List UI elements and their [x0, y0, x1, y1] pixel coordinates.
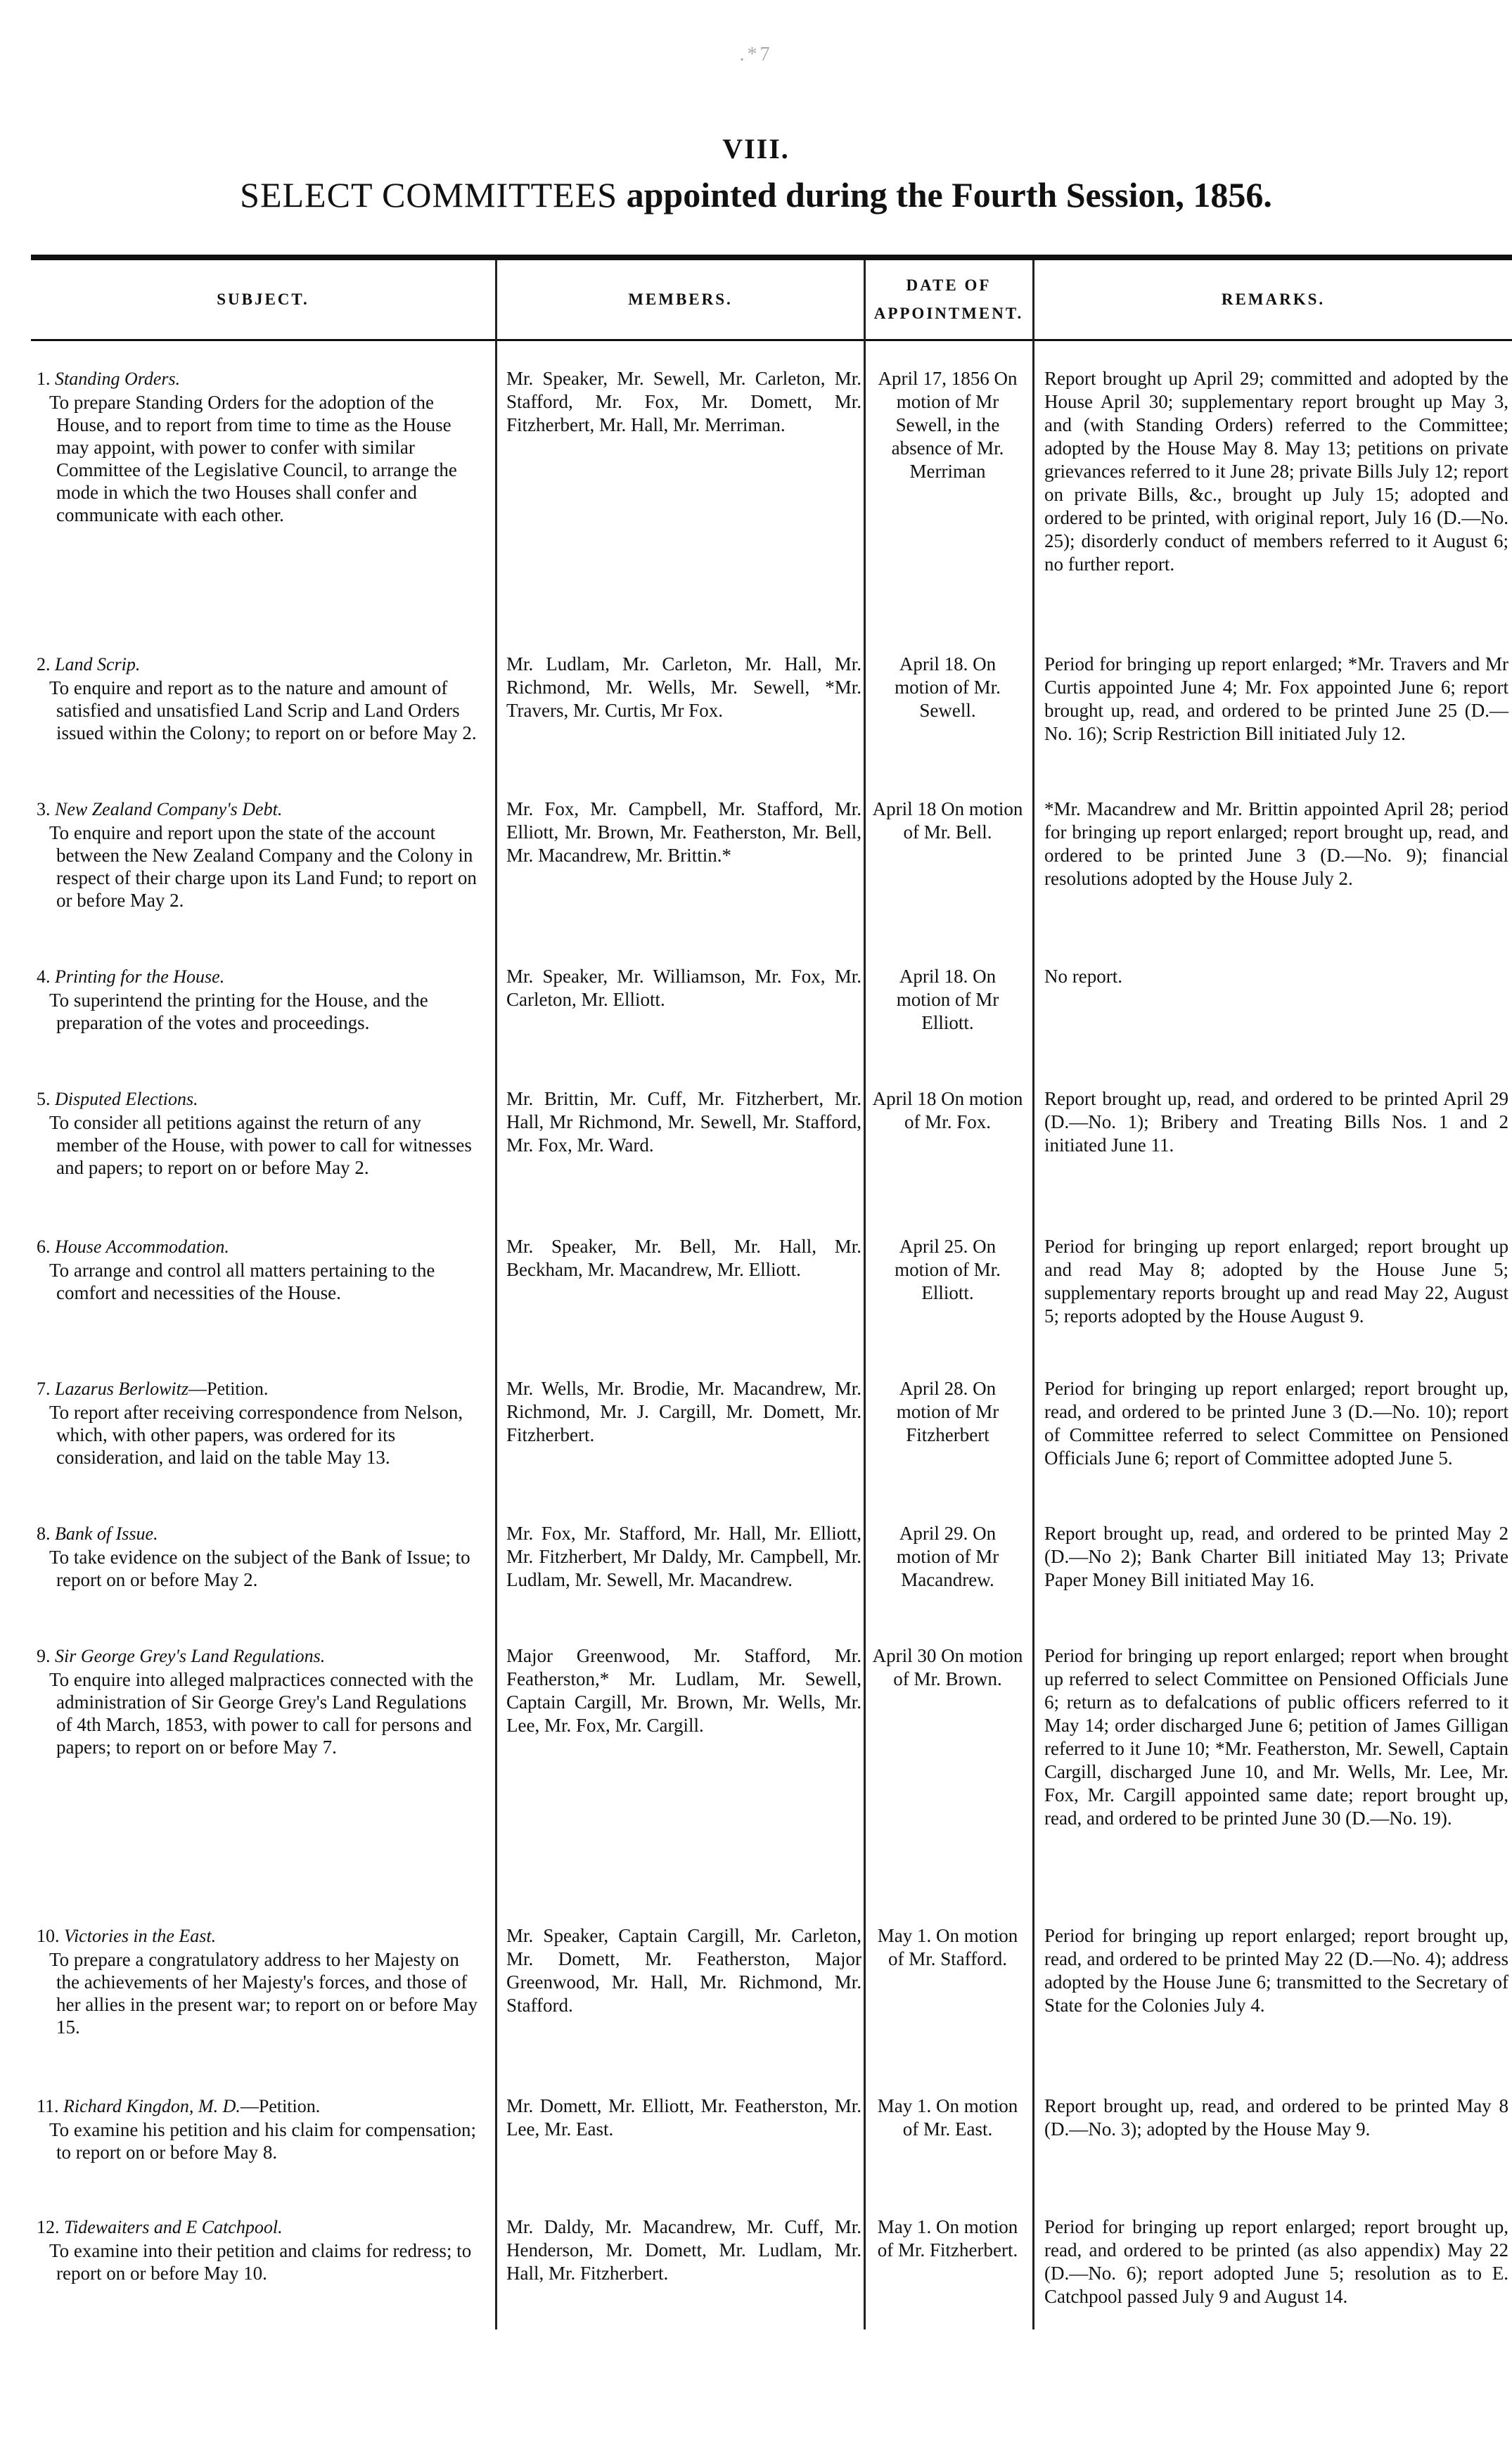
date-cell: May 1. On motion of Mr. Stafford.: [877, 1925, 1018, 1969]
table-header-rule: [31, 339, 1512, 341]
date-cell: May 1. On motion of Mr. Fitzherbert.: [877, 2216, 1018, 2261]
remarks-cell: *Mr. Macandrew and Mr. Brittin appointed April 28; period for bringing up report enlarged; report brought up, read, and ordered to be printed June 3 (D.—No. 9); financial resolutions adopted by the House July 2.: [1044, 798, 1508, 889]
subject-title: New Zealand Company's Debt.: [55, 799, 283, 819]
members-cell: Mr. Domett, Mr. Elliott, Mr. Featherston, Mr. Lee, Mr. East.: [506, 2095, 861, 2140]
subject-cell: [37, 1377, 483, 1469]
date-cell: April 28. On motion of Mr Fitzherbert: [896, 1378, 999, 1445]
column-divider: [864, 260, 866, 2329]
subject-heading: [37, 1522, 483, 1546]
page-title: [0, 174, 1512, 215]
subject-description: To take evidence on the subject of the Bank of Issue; to report on or before May 2.: [49, 1547, 470, 1590]
entry-number: 11.: [37, 2096, 59, 2116]
remarks-cell: Period for bringing up report enlarged; report brought up, read, and ordered to be printed (as also appendix) May 22 (D.—No. 6); report adopted June 5; resolution as to E. Catchpool passed July 9 and August 14.: [1044, 2216, 1508, 2307]
subject-cell: [37, 1522, 483, 1591]
subject-title: House Accommodation.: [55, 1236, 229, 1257]
members-cell: Mr. Brittin, Mr. Cuff, Mr. Fitzherbert, Mr. Hall, Mr Richmond, Mr. Sewell, Mr. Stafford, Mr. Fox, Mr. Ward.: [506, 1088, 861, 1156]
subject-cell: [37, 367, 483, 526]
column-header-members: MEMBERS.: [628, 290, 733, 308]
subject-title: Tidewaiters and E Catchpool.: [64, 2217, 283, 2237]
entry-number: 2.: [37, 654, 51, 675]
subject-title: Victories in the East.: [64, 1926, 217, 1946]
remarks-cell: Report brought up, read, and ordered to be printed May 8 (D.—No. 3); adopted by the House May 9.: [1044, 2095, 1508, 2140]
subject-description: To superintend the printing for the House, and the preparation of the votes and proceedings.: [49, 990, 428, 1033]
entry-number: 5.: [37, 1089, 51, 1109]
subject-description: To arrange and control all matters pertaining to the comfort and necessities of the House.: [49, 1260, 435, 1303]
column-divider: [495, 260, 497, 2329]
entry-number: 12.: [37, 2217, 60, 2237]
remarks-cell: Period for bringing up report enlarged; report brought up, read, and ordered to be printed June 3 (D.—No. 10); report of Committee referred to select Committee on Pensioned Officials June 6; report of Committee adopted June 5.: [1044, 1378, 1508, 1469]
remarks-cell: Period for bringing up report enlarged; report brought up, read, and ordered to be printed May 22 (D.—No. 4); address adopted by the House June 6; transmitted to the Secretary of State for the Colonies July 4.: [1044, 1925, 1508, 2016]
members-cell: Major Greenwood, Mr. Stafford, Mr. Featherston,* Mr. Ludlam, Mr. Sewell, Captain Cargill, Mr. Brown, Mr. Wells, Mr. Lee, Mr. Fox, Mr. Cargill.: [506, 1645, 861, 1736]
subject-cell: [37, 1924, 483, 2038]
subject-description: To examine his petition and his claim for compensation; to report on or before May 8.: [49, 2119, 476, 2163]
subject-heading: [37, 2216, 483, 2239]
remarks-cell: Report brought up, read, and ordered to be printed April 29 (D.—No. 1); Bribery and Treating Bills Nos. 1 and 2 initiated June 11.: [1044, 1088, 1508, 1156]
subject-cell: [37, 653, 483, 744]
subject-heading: [37, 1377, 483, 1401]
remarks-cell: Report brought up April 29; committed and adopted by the House April 30; supplementary report brought up May 3, and (with Standing Orders) referred to the Committee; adopted by the House May 8. May 13; petitions on private grievances referred to it June 28; private Bills July 12; report on private Bills, &c., brought up July 15; adopted and ordered to be printed, with original report, July 16 (D.—No. 25); disorderly conduct of members referred to it August 6; no further report.: [1044, 368, 1508, 575]
subject-cell: [37, 1235, 483, 1304]
subject-cell: [37, 1087, 483, 1179]
entry-number: 4.: [37, 966, 51, 987]
subject-title: Printing for the House.: [55, 966, 225, 987]
subject-description: To consider all petitions against the return of any member of the House, with power to call for witnesses and papers; to report on or before May 2.: [49, 1112, 472, 1178]
subject-cell: [37, 2095, 483, 2163]
column-header-subject: SUBJECT.: [217, 290, 309, 308]
subject-heading: [37, 798, 483, 822]
subject-cell: [37, 2216, 483, 2284]
entry-number: 9.: [37, 1646, 51, 1666]
date-cell: April 25. On motion of Mr. Elliott.: [895, 1236, 1001, 1303]
subject-title: Land Scrip.: [55, 654, 141, 675]
subject-heading: [37, 367, 483, 391]
subject-title: Disputed Elections.: [55, 1089, 198, 1109]
title-rest: appointed during the Fourth Session, 1856.: [626, 175, 1272, 215]
subject-description: To enquire into alleged malpractices connected with the administration of Sir George Grey's Land Regulations of 4th March, 1853, with power to call for persons and papers; to report on or before May 7.: [49, 1669, 474, 1758]
remarks-cell: Period for bringing up report enlarged; *Mr. Travers and Mr Curtis appointed June 4; Mr. Fox appointed June 6; report brought up, read, and ordered to be printed June 25 (D.—No. 16); Scrip Restriction Bill initiated July 12.: [1044, 653, 1508, 744]
column-header-date: DATE OF APPOINTMENT.: [873, 276, 1024, 322]
entry-number: 10.: [37, 1926, 60, 1946]
members-cell: Mr. Fox, Mr. Campbell, Mr. Stafford, Mr. Elliott, Mr. Brown, Mr. Featherston, Mr. Bell, Mr. Macandrew, Mr. Brittin.*: [506, 798, 861, 866]
entry-number: 7.: [37, 1379, 51, 1399]
date-cell: April 17, 1856 On motion of Mr Sewell, in the absence of Mr. Merriman: [878, 368, 1018, 482]
subject-title: Standing Orders.: [55, 369, 181, 389]
date-cell: May 1. On motion of Mr. East.: [877, 2095, 1018, 2140]
subject-heading: [37, 2095, 483, 2118]
date-cell: April 18 On motion of Mr. Bell.: [872, 798, 1023, 843]
table-top-rule: [31, 255, 1512, 260]
subject-cell: [37, 965, 483, 1034]
entry-number: 8.: [37, 1523, 51, 1544]
subject-title: Lazarus Berlowitz: [55, 1379, 188, 1399]
subject-description: To prepare a congratulatory address to her Majesty on the achievements of her Majesty's forces, and those of her allies in the present war; to report on or before May 15.: [49, 1949, 478, 2038]
subject-title: Richard Kingdon, M. D.: [63, 2096, 241, 2116]
section-number: VIII.: [722, 133, 790, 165]
subject-suffix: —Petition.: [188, 1379, 269, 1399]
members-cell: Mr. Speaker, Captain Cargill, Mr. Carleton, Mr. Domett, Mr. Featherston, Major Greenwood, Mr. Hall, Mr. Richmond, Mr. Stafford.: [506, 1925, 861, 2016]
remarks-cell: Report brought up, read, and ordered to be printed May 2 (D.—No 2); Bank Charter Bill initiated May 13; Private Paper Money Bill initiated May 16.: [1044, 1523, 1508, 1590]
members-cell: Mr. Ludlam, Mr. Carleton, Mr. Hall, Mr. Richmond, Mr. Wells, Mr. Sewell, *Mr. Travers, Mr. Curtis, Mr Fox.: [506, 653, 861, 721]
members-cell: Mr. Speaker, Mr. Sewell, Mr. Carleton, Mr. Stafford, Mr. Fox, Mr. Domett, Mr. Fitzherbert, Mr. Hall, Mr. Merriman.: [506, 368, 861, 435]
entry-number: 1.: [37, 369, 51, 389]
date-cell: April 18 On motion of Mr. Fox.: [872, 1088, 1023, 1132]
subject-suffix: —Petition.: [240, 2096, 321, 2116]
folio-mark: .*7: [739, 44, 773, 65]
subject-cell: [37, 798, 483, 912]
entry-number: 3.: [37, 799, 51, 819]
title-main: SELECT COMMITTEES: [240, 175, 618, 215]
subject-heading: [37, 653, 483, 677]
subject-title: Sir George Grey's Land Regulations.: [55, 1646, 326, 1666]
subject-heading: [37, 1087, 483, 1111]
subject-title: Bank of Issue.: [55, 1523, 158, 1544]
remarks-cell: Period for bringing up report enlarged; report when brought up referred to select Committee on Pensioned Officials June 6; return as to defalcations of public officers referred to it May 14; order discharged June 6; petition of James Gilligan referred to it June 10; *Mr. Featherston, Mr. Sewell, Captain Cargill, discharged June 10, and Mr. Wells, Mr. Lee, Mr. Fox, Mr. Cargill appointed same date; report brought up, read, and ordered to be printed June 30 (D.—No. 19).: [1044, 1645, 1508, 1829]
date-cell: April 29. On motion of Mr Macandrew.: [896, 1523, 999, 1590]
subject-description: To enquire and report as to the nature and amount of satisfied and unsatisfied Land Scrip and Land Orders issued within the Colony; to report on or before May 2.: [49, 677, 477, 743]
remarks-cell: Period for bringing up report enlarged; report brought up and read May 8; adopted by the House June 5; supplementary reports brought up and read May 22, August 5; reports adopted by the House August 9.: [1044, 1236, 1508, 1327]
column-header-remarks: REMARKS.: [1221, 290, 1326, 308]
subject-heading: [37, 1235, 483, 1259]
subject-heading: [37, 1644, 483, 1668]
date-cell: April 18. On motion of Mr Elliott.: [896, 966, 999, 1033]
subject-description: To report after receiving correspondence from Nelson, which, with other papers, was ordered for its consideration, and laid on the table May 13.: [49, 1402, 463, 1468]
members-cell: Mr. Speaker, Mr. Bell, Mr. Hall, Mr. Beckham, Mr. Macandrew, Mr. Elliott.: [506, 1236, 861, 1280]
entry-number: 6.: [37, 1236, 51, 1257]
subject-description: To prepare Standing Orders for the adoption of the House, and to report from time to time as the House may appoint, with power to confer with similar Committee of the Legislative Council, to arrange the mode in which the two Houses shall confer and communicate with each other.: [49, 392, 457, 525]
members-cell: Mr. Speaker, Mr. Williamson, Mr. Fox, Mr. Carleton, Mr. Elliott.: [506, 966, 861, 1010]
members-cell: Mr. Daldy, Mr. Macandrew, Mr. Cuff, Mr. Henderson, Mr. Domett, Mr. Ludlam, Mr. Hall, Mr. Fitzherbert.: [506, 2216, 861, 2284]
subject-description: To examine into their petition and claims for redress; to report on or before May 10.: [49, 2240, 472, 2284]
subject-description: To enquire and report upon the state of the account between the New Zealand Company and the Colony in respect of their charge upon its Land Fund; to report on or before May 2.: [49, 822, 477, 911]
remarks-cell: No report.: [1044, 966, 1122, 987]
subject-cell: [37, 1644, 483, 1758]
date-cell: April 30 On motion of Mr. Brown.: [872, 1645, 1023, 1689]
members-cell: Mr. Wells, Mr. Brodie, Mr. Macandrew, Mr. Richmond, Mr. J. Cargill, Mr. Domett, Mr. Fitzherbert.: [506, 1378, 861, 1445]
subject-heading: [37, 965, 483, 989]
members-cell: Mr. Fox, Mr. Stafford, Mr. Hall, Mr. Elliott, Mr. Fitzherbert, Mr Daldy, Mr. Campbell, Mr. Ludlam, Mr. Sewell, Mr. Macandrew.: [506, 1523, 861, 1590]
date-cell: April 18. On motion of Mr. Sewell.: [895, 653, 1001, 721]
subject-heading: [37, 1924, 483, 1948]
column-divider: [1032, 260, 1034, 2329]
